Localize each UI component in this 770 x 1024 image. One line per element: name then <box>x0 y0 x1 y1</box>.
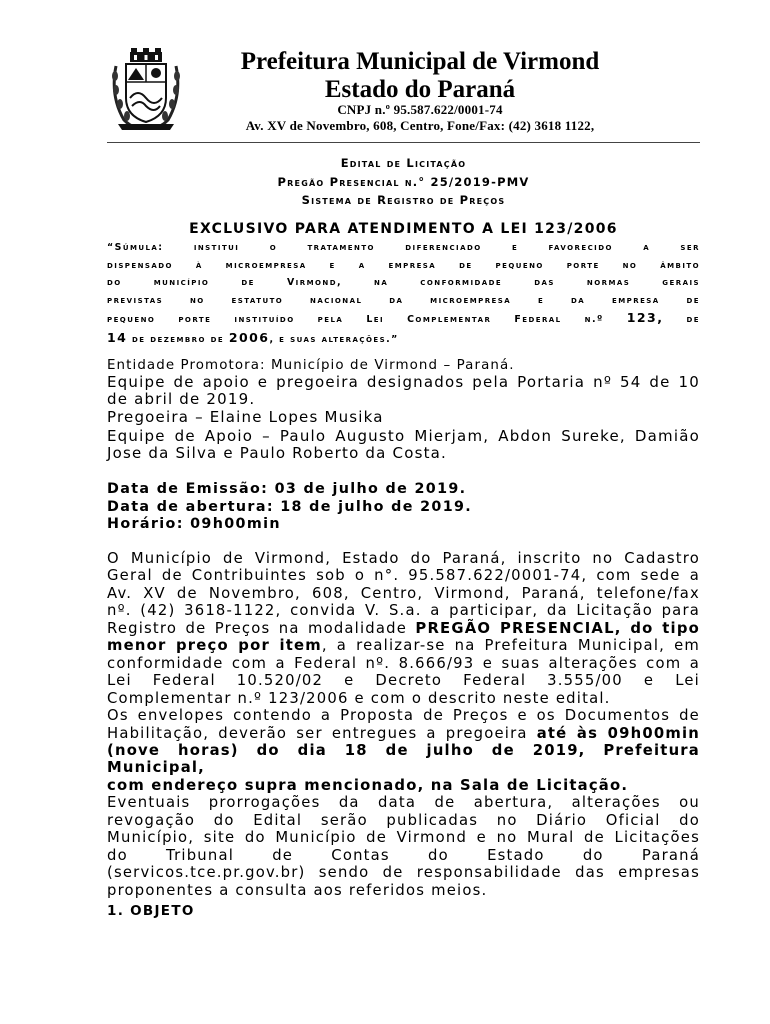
apoio-line: Jose da Silva e Paulo Roberto da Costa. <box>107 444 448 463</box>
header-address: Av. XV de Novembro, 608, Centro, Fone/Fax: (42) 3618 1122, <box>245 118 595 133</box>
edital-sistema: Sistema de Registro de Preços <box>301 193 506 207</box>
body-line <box>107 725 700 742</box>
body-bold-text: menor preço por item <box>107 637 322 655</box>
sumula-text: de <box>663 314 700 326</box>
edital-pregao: Pregão Presencial n.° 25/2019-PMV <box>277 175 530 189</box>
municipal-crest-logo <box>110 46 182 132</box>
sumula-line <box>107 329 700 349</box>
body-line: Geral de Contribuintes sob o n°. 95.587.622/0001-74, com sede a <box>107 567 700 585</box>
body-bold-text: até às 09h00min <box>536 724 700 742</box>
header-title-line1: Prefeitura Municipal de Virmond <box>240 48 600 75</box>
entidade-promotora: Entidade Promotora: Município de Virmond – Paraná. <box>107 358 515 373</box>
body-line: Lei Federal 10.520/02 e Decreto Federal 3.555/00 e Lei <box>107 672 700 690</box>
body-line: nº. (42) 3618-1122, convida V. S.a. a participar, da Licitação para <box>107 602 700 620</box>
body-line: (nove horas) do dia 18 de julho de 2019, Prefeitura Municipal, <box>107 741 700 777</box>
body-text: Registro de Preços na modalidade <box>107 619 416 637</box>
body-line: O Município de Virmond, Estado do Paraná, inscrito no Cadastro <box>107 550 700 567</box>
body-line: (servicos.tce.pr.gov.br) sendo de responsabilidade das empresas <box>107 864 700 882</box>
body-line: do Tribunal de Contas do Estado do Paraná <box>107 846 700 864</box>
sumula-line: dispensado à microempresa e a empresa de pequeno porte no âmbito <box>107 259 700 271</box>
sumula-line <box>107 309 700 329</box>
convocation-paragraph <box>107 550 700 899</box>
sumula-number: 2006 <box>228 329 270 345</box>
section-heading-objeto: 1. OBJETO <box>107 903 195 919</box>
sumula-text: pequeno porte instituído pela Lei Complementar Federal n.º <box>107 314 627 326</box>
body-line: proponentes a consulta aos referidos meios. <box>107 881 488 899</box>
body-line: Eventuais prorrogações da data de abertura, alterações ou <box>107 794 700 812</box>
equipe-line: de abril de 2019. <box>107 390 256 409</box>
header-cnpj: CNPJ n.º 95.587.622/0001-74 <box>337 102 503 117</box>
body-line: com endereço supra mencionado, na Sala de Licitação. <box>107 776 629 794</box>
pregoeira-name: Pregoeira – Elaine Lopes Musika <box>107 408 384 426</box>
equipe-line: Equipe de apoio e pregoeira designados pela Portaria nº 54 de 10 <box>107 373 700 391</box>
exclusivo-heading: EXCLUSIVO PARA ATENDIMENTO A LEI 123/2006 <box>189 221 618 237</box>
equipe-portaria <box>107 374 700 409</box>
sumula-number: 123, <box>626 310 664 326</box>
dates-block <box>107 481 700 534</box>
body-line: Av. XV de Novembro, 608, Centro, Virmond, Paraná, telefone/fax <box>107 584 700 602</box>
header-title-line2: Estado do Paraná <box>324 76 516 103</box>
body-text: Habilitação, deverão ser entregues a pregoeira <box>107 724 537 742</box>
sumula-line: do município de Virmond, na conformidade das normas gerais <box>107 277 700 289</box>
apoio-line: Equipe de Apoio – Paulo Augusto Mierjam, Abdon Sureke, Damião <box>107 427 700 445</box>
body-bold-text: PREGÃO PRESENCIAL, do tipo <box>415 619 700 637</box>
body-line: revogação do Edital serão publicadas no Diário Oficial do <box>107 811 700 829</box>
body-line <box>107 637 700 654</box>
body-line: Município, site do Município de Virmond e no Mural de Licitações <box>107 829 700 847</box>
data-emissao: Data de Emissão: 03 de julho de 2019. <box>107 481 467 497</box>
body-line: Complementar n.º 123/2006 e com o descrito neste edital. <box>107 689 611 707</box>
header-divider <box>107 142 700 143</box>
sumula-paragraph <box>107 239 700 349</box>
horario: Horário: 09h00min <box>107 516 281 533</box>
sumula-line: previstas no estatuto nacional da microempresa e da empresa de <box>107 294 700 306</box>
sumula-text: , e suas alterações.” <box>269 333 399 345</box>
sumula-number: 14 <box>107 329 128 345</box>
body-text: , a realizar-se na Prefeitura Municipal, em <box>321 637 700 655</box>
body-line: conformidade com a Federal nº. 8.666/93 e suas alterações com a <box>107 654 700 672</box>
sumula-line: “Súmula: institui o tratamento diferenciado e favorecido a ser <box>107 242 700 253</box>
sumula-text: de dezembro de <box>127 333 229 345</box>
edital-title: Edital de Licitação <box>340 156 467 170</box>
body-line: Os envelopes contendo a Proposta de Preços e os Documentos de <box>107 707 700 725</box>
body-line <box>107 620 700 637</box>
equipe-apoio <box>107 428 700 463</box>
data-abertura: Data de abertura: 18 de julho de 2019. <box>107 498 473 515</box>
